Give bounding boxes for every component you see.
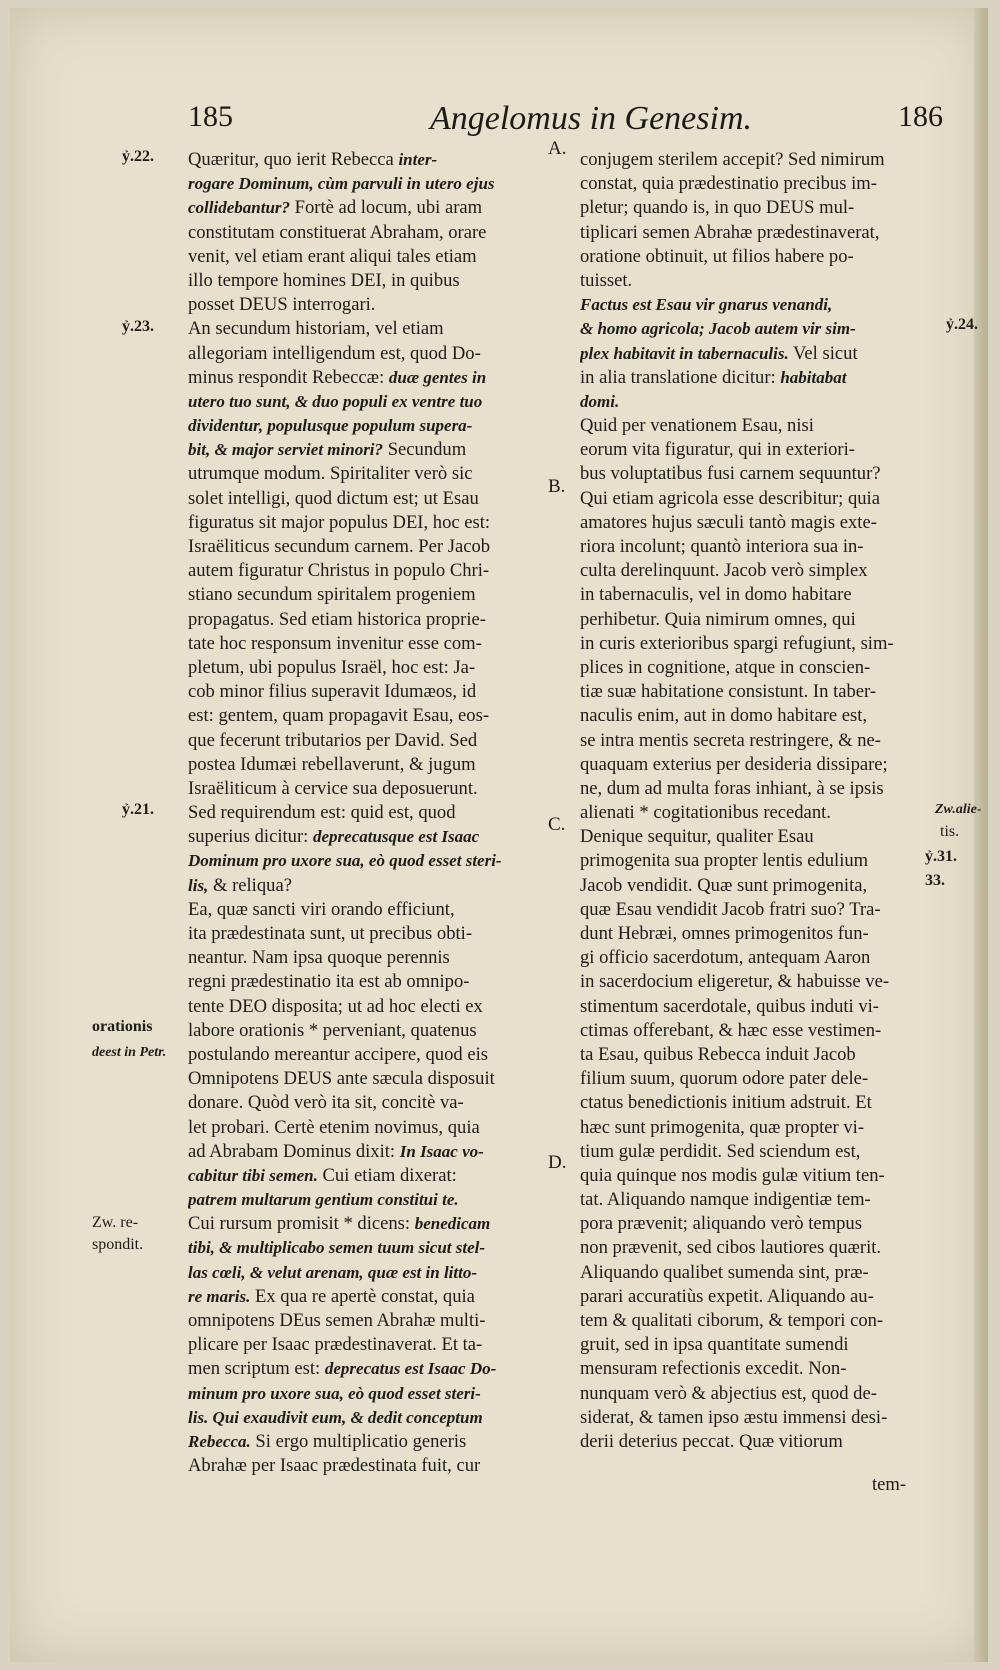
text-run: in alia translatione dicitur: [580, 366, 781, 388]
text-run: pletur; quando is, in quo DEUS mul- [580, 197, 855, 219]
text-run: tiplicari semen Abrahæ prædestinaverat, [580, 221, 880, 243]
left-text-line [188, 1261, 554, 1285]
margin-verse-21: ỷ.21. [122, 801, 154, 818]
margin-verse-22: ỷ.22. [122, 148, 154, 165]
right-text-line [580, 801, 942, 825]
text-run: quaquam exterius per desideria dissipare; [580, 753, 888, 775]
left-text-column [188, 148, 554, 1478]
right-text-line [580, 245, 942, 269]
italic-scripture-text: deprecatusque est Isaac [312, 827, 480, 847]
text-run: Ex qua re apertè constat, quia [250, 1285, 475, 1307]
italic-scripture-text: collidebantur? [188, 198, 291, 218]
text-run: let probari. Certè etenim novimus, quia [188, 1116, 480, 1138]
text-run: donare. Quòd verò ita sit, concitè va- [188, 1092, 464, 1114]
text-run: An secundum historiam, vel etiam [188, 318, 444, 340]
text-run: Cui rursum promisit * dicens: [188, 1213, 415, 1235]
text-run: ita prædestinata sunt, ut precibus obti- [188, 923, 473, 944]
running-title: Angelomus in Genesim. [430, 100, 753, 137]
right-text-line [580, 1043, 942, 1067]
text-run: regni prædestinatio ita est ab omnipo- [188, 971, 470, 993]
left-text-line [188, 1140, 554, 1164]
left-text-line [188, 1309, 554, 1333]
left-text-line [188, 366, 554, 390]
margin-verse-31: ỷ.31. [925, 848, 957, 865]
text-run: & reliqua? [208, 874, 292, 896]
text-run: Abrahæ per Isaac prædestinata fuit, cur [188, 1455, 481, 1477]
text-run: venit, vel etiam erant aliqui tales etiam [188, 245, 477, 267]
book-page [10, 8, 988, 1662]
right-text-line [580, 172, 942, 196]
margin-alt-reading-2b: tis. [940, 823, 960, 840]
text-run: ta Esau, quibus Rebecca induit Jacob [580, 1043, 856, 1065]
italic-scripture-text: re maris. [188, 1286, 251, 1306]
italic-scripture-text: dividentur, populusque populum supera- [188, 416, 473, 436]
right-text-line [580, 704, 942, 728]
right-text-line [580, 995, 942, 1019]
left-text-line [188, 196, 554, 220]
italic-scripture-text: duæ gentes in [388, 367, 487, 387]
left-text-line [188, 148, 554, 172]
text-run: minus respondit Rebeccæ: [188, 366, 389, 388]
left-text-line [188, 1454, 554, 1478]
page-number-left: 185 [188, 100, 233, 133]
margin-alt-reading-1b: spondit. [92, 1236, 144, 1253]
text-run: Quid per venationem Esau, nisi [580, 415, 814, 437]
text-run: autem figuratur Christus in populo Chri- [188, 560, 490, 582]
italic-scripture-text: tibi, & multiplicabo semen tuum sicut stel- [188, 1238, 486, 1258]
italic-scripture-text: cabitur tibi semen. [188, 1165, 318, 1185]
left-text-line [188, 656, 554, 680]
right-text-line [580, 1188, 942, 1212]
left-text-line [188, 632, 554, 656]
text-run: in curis exterioribus spargi refugiunt, sim- [580, 632, 894, 654]
left-text-line [188, 1019, 554, 1043]
right-text-line [580, 583, 942, 607]
right-text-line [580, 1236, 942, 1260]
text-run: gi officio sacerdotum, antequam Aaron [580, 947, 871, 969]
right-text-line [580, 753, 942, 777]
left-text-line [188, 535, 554, 559]
italic-scripture-text: deprecatus est Isaac Do- [324, 1359, 497, 1379]
text-run: neantur. Nam ipsa quoque perennis [188, 947, 450, 969]
left-text-line [188, 438, 554, 462]
right-text-line [580, 1091, 942, 1115]
italic-scripture-text: habitabat [780, 367, 847, 387]
text-run: conjugem sterilem accepit? Sed nimirum [580, 149, 885, 170]
page-edge [974, 8, 988, 1662]
italic-scripture-text: lis, [188, 875, 209, 895]
left-text-line [188, 269, 554, 293]
text-run: eorum vita figuratur, qui in exteriori- [580, 439, 855, 461]
right-text-line [580, 1430, 942, 1454]
right-text-line [580, 946, 942, 970]
right-text-line [580, 1261, 942, 1285]
italic-scripture-text: minum pro uxore sua, eò quod esset steri- [188, 1383, 481, 1403]
text-run: ctatus benedictionis initium adstruit. Et [580, 1092, 872, 1114]
right-text-line [580, 1019, 942, 1043]
text-run: in tabernaculis, vel in domo habitare [580, 584, 852, 606]
right-text-line [580, 849, 942, 873]
left-text-line [188, 342, 554, 366]
text-run: plicare per Isaac prædestinaverat. Et ta- [188, 1334, 483, 1356]
right-text-line [580, 1212, 942, 1236]
text-run: stiano secundum spiritalem progeniem [188, 584, 476, 606]
section-letter-c: C. [548, 814, 566, 835]
right-text-line [580, 608, 942, 632]
right-text-line [580, 535, 942, 559]
right-text-line [580, 729, 942, 753]
text-run: filium suum, quorum odore pater dele- [580, 1068, 869, 1090]
text-run: figuratus sit major populus DEI, hoc est: [188, 511, 491, 533]
text-run: men scriptum est: [188, 1358, 325, 1380]
left-text-line [188, 317, 554, 341]
text-run: Omnipotens DEUS ante sæcula disposuit [188, 1068, 495, 1090]
text-run: Ea, quæ sancti viri orando efficiunt, [188, 898, 455, 920]
section-letter-d: D. [548, 1152, 567, 1173]
text-run: stimentum sacerdotale, quibus induti vi- [580, 995, 879, 1017]
right-text-line [580, 511, 942, 535]
left-text-line [188, 221, 554, 245]
text-run: primogenita sua propter lentis edulium [580, 850, 869, 872]
text-run: naculis enim, aut in domo habitare est, [580, 705, 868, 727]
left-text-line [188, 245, 554, 269]
text-run: Sed requirendum est: quid est, quod [188, 802, 456, 824]
left-text-line [188, 583, 554, 607]
italic-scripture-text: inter- [398, 150, 438, 169]
right-text-line [580, 874, 942, 898]
italic-scripture-text: Dominum pro uxore sua, eò quod esset steri- [188, 851, 502, 871]
text-run: omnipotens DEus semen Abrahæ multi- [188, 1310, 486, 1331]
italic-scripture-text: domi. [580, 391, 620, 411]
text-run: constitutam constituerat Abraham, orare [188, 221, 487, 243]
left-text-line [188, 849, 554, 873]
text-run: posset DEUS interrogari. [188, 294, 376, 316]
italic-scripture-text: las cœli, & velut arenam, quæ est in litto- [188, 1262, 478, 1282]
right-text-line [580, 1357, 942, 1381]
left-text-line [188, 1116, 554, 1140]
left-text-line [188, 1406, 554, 1430]
margin-alt-reading-2: Zw.alie- [935, 802, 982, 817]
right-text-line [580, 414, 942, 438]
right-text-line [580, 632, 942, 656]
italic-scripture-text: Rebecca. [188, 1431, 251, 1451]
text-run: plices in cognitione, atque in conscien- [580, 656, 871, 678]
left-text-line [188, 970, 554, 994]
right-text-line [580, 148, 942, 172]
text-run: se intra mentis secreta restringere, & ne- [580, 729, 881, 751]
text-run: tente DEO disposita; ut ad hoc electi ex [188, 995, 483, 1017]
right-text-line [580, 1333, 942, 1357]
italic-scripture-text: patrem multarum gentium constitui te. [188, 1190, 459, 1210]
right-text-line [580, 680, 942, 704]
italic-scripture-text: utero tuo sunt, & duo populi ex ventre tuo [188, 391, 483, 411]
running-header [10, 100, 988, 148]
left-text-line [188, 1382, 554, 1406]
text-run: gruit, sed in ipsa quantitate sumendi [580, 1334, 849, 1356]
left-text-line [188, 1164, 554, 1188]
text-run: Si ergo multiplicatio generis [250, 1430, 467, 1452]
text-run: Jacob vendidit. Quæ sunt primogenita, [580, 874, 868, 896]
text-run: Secundum [383, 439, 467, 461]
section-letter-a: A. [548, 138, 567, 159]
margin-alt-reading-1: Zw. re- [92, 1214, 139, 1231]
right-text-line [580, 656, 942, 680]
right-text-line [580, 1285, 942, 1309]
right-text-line [580, 487, 942, 511]
margin-verse-33: 33. [925, 872, 945, 889]
text-run: bus voluptatibus fusi carnem sequuntur? [580, 463, 881, 485]
right-text-line [580, 293, 942, 317]
right-text-line [580, 196, 942, 220]
left-text-line [188, 559, 554, 583]
text-run: alienati * cogitationibus recedant. [580, 802, 831, 824]
text-run: hæc sunt primogenita, quæ propter vi- [580, 1116, 865, 1138]
left-text-line [188, 462, 554, 486]
left-text-line [188, 729, 554, 753]
left-text-line [188, 898, 554, 922]
text-run: tiæ suæ habitatione consistunt. In taber- [580, 681, 877, 703]
text-run: oratione obtinuit, ut filios habere po- [580, 245, 854, 267]
text-run: Aliquando qualibet sumenda sint, præ- [580, 1261, 869, 1283]
text-run: tuisset. [580, 269, 633, 291]
text-run: ne, dum ad multa foras inhiant, à se ipsis [580, 777, 884, 799]
text-run: allegoriam intelligendum est, quod Do- [188, 342, 481, 364]
text-run: mensuram refectionis excedit. Non- [580, 1358, 847, 1380]
right-text-line [580, 1164, 942, 1188]
left-text-line [188, 922, 554, 946]
text-run: Fortè ad locum, ubi aram [290, 197, 483, 219]
catchword: tem- [872, 1474, 907, 1495]
left-text-line [188, 1236, 554, 1260]
text-run: ad Abrabam Dominus dixit: [188, 1140, 400, 1162]
text-run: parari accuratiùs expetit. Aliquando au- [580, 1285, 874, 1307]
right-text-line [580, 317, 942, 341]
text-run: quæ Esau vendidit Jacob fratri suo? Tra- [580, 898, 881, 920]
italic-scripture-text: In Isaac vo- [399, 1141, 484, 1161]
text-run: quia quinque nos modis gulæ vitium ten- [580, 1164, 885, 1186]
italic-scripture-text: benedicam [414, 1214, 491, 1234]
text-run: cob minor filius superavit Idumæos, id [188, 681, 477, 703]
left-text-line [188, 1357, 554, 1381]
text-run: nunquam verò & abjectius est, quod de- [580, 1382, 877, 1404]
text-run: postulando mereantur accipere, quod eis [188, 1043, 488, 1065]
right-text-line [580, 1406, 942, 1430]
text-run: postea Idumæi rebellaverunt, & jugum [188, 753, 476, 775]
left-text-line [188, 172, 554, 196]
text-run: propagatus. Sed etiam historica proprie- [188, 608, 486, 630]
text-run: est: gentem, quam propagavit Esau, eos- [188, 705, 490, 727]
page-number-right: 186 [898, 100, 943, 133]
margin-verse-23: ỷ.23. [122, 318, 154, 335]
text-run: illo tempore homines DEI, in quibus [188, 269, 460, 291]
left-text-line [188, 825, 554, 849]
italic-scripture-text: lis. Qui exaudivit eum, & dedit conceptum [188, 1407, 483, 1427]
right-text-line [580, 438, 942, 462]
text-run: solet intelligi, quod dictum est; ut Esau [188, 487, 479, 509]
text-run: non prævenit, sed cibos lautiores quærit. [580, 1237, 882, 1259]
text-run: siderat, & tamen ipso æstu immensi desi- [580, 1406, 888, 1428]
right-text-line [580, 342, 942, 366]
left-text-line [188, 946, 554, 970]
right-text-line [580, 1309, 942, 1333]
text-run: Qui etiam agricola esse describitur; quia [580, 487, 880, 509]
text-run: riora incolunt; quantò interiora sua in- [580, 536, 864, 557]
left-text-line [188, 801, 554, 825]
right-text-line [580, 825, 942, 849]
text-run: Denique sequitur, qualiter Esau [580, 826, 814, 848]
margin-verse-24: ỷ.24. [946, 316, 978, 333]
text-run: perhibetur. Quia nimirum omnes, qui [580, 608, 856, 630]
left-text-line [188, 680, 554, 704]
text-run: Cui etiam dixerat: [317, 1164, 457, 1186]
text-run: superius dicitur: [188, 826, 313, 848]
text-run: labore orationis * perveniant, quatenus [188, 1019, 477, 1041]
left-text-line [188, 390, 554, 414]
text-run: tat. Aliquando namque indigentiæ tem- [580, 1189, 871, 1211]
left-text-line [188, 608, 554, 632]
italic-scripture-text: rogare Dominum, cùm parvuli in utero ejus [188, 174, 495, 194]
text-run: que fecerunt tributarios per David. Sed [188, 729, 478, 751]
left-text-line [188, 1285, 554, 1309]
right-text-line [580, 970, 942, 994]
section-letter-b: B. [548, 476, 566, 497]
right-text-line [580, 221, 942, 245]
left-text-line [188, 777, 554, 801]
margin-deest: deest in Petr. [92, 1045, 167, 1060]
left-text-line [188, 1212, 554, 1236]
left-text-line [188, 1043, 554, 1067]
right-text-line [580, 922, 942, 946]
margin-orationis: orationis [92, 1018, 153, 1035]
text-run: tium gulæ perdidit. Sed sciendum est, [580, 1140, 861, 1162]
right-text-line [580, 559, 942, 583]
left-text-line [188, 1067, 554, 1091]
text-run: dunt Hebræi, omnes primogenitos fun- [580, 923, 869, 944]
text-run: Vel sicut [788, 342, 858, 364]
left-text-line [188, 511, 554, 535]
text-run: tate hoc responsum invenitur esse com- [188, 632, 482, 654]
right-text-line [580, 366, 942, 390]
left-text-line [188, 874, 554, 898]
right-text-line [580, 462, 942, 486]
italic-scripture-text: plex habitavit in tabernaculis. [580, 343, 789, 363]
left-text-line [188, 1188, 554, 1212]
left-text-line [188, 1430, 554, 1454]
right-text-line [580, 898, 942, 922]
left-text-line [188, 1333, 554, 1357]
right-text-line [580, 1116, 942, 1140]
text-run: pletum, ubi populus Israël, hoc est: Ja- [188, 656, 476, 678]
text-run: utrumque modum. Spiritaliter verò sic [188, 463, 473, 485]
left-text-line [188, 704, 554, 728]
text-run: Quæritur, quo ierit Rebecca [188, 149, 399, 170]
text-run: derii deterius peccat. Quæ vitiorum [580, 1430, 843, 1452]
text-run: Israëliticus secundum carnem. Per Jacob [188, 536, 491, 557]
right-text-line [580, 269, 942, 293]
left-text-line [188, 487, 554, 511]
right-text-line [580, 777, 942, 801]
left-text-line [188, 995, 554, 1019]
text-run: amatores hujus sæculi tantò magis exte- [580, 511, 877, 533]
right-text-line [580, 1140, 942, 1164]
left-text-line [188, 753, 554, 777]
text-run: culta derelinquunt. Jacob verò simplex [580, 560, 868, 582]
left-text-line [188, 414, 554, 438]
italic-scripture-text: bit, & major serviet minori? [188, 440, 384, 460]
italic-scripture-text: Factus est Esau vir gnarus venandi, [580, 295, 833, 315]
text-run: ctimas offerebant, & hæc esse vestimen- [580, 1019, 882, 1041]
text-run: constat, quia prædestinatio precibus im- [580, 173, 877, 195]
text-run: tem & qualitati ciborum, & tempori con- [580, 1310, 884, 1331]
text-run: in sacerdocium eligeretur, & habuisse ve- [580, 971, 890, 993]
left-text-line [188, 1091, 554, 1115]
right-text-line [580, 390, 942, 414]
right-text-line [580, 1067, 942, 1091]
text-run: Israëliticum à cervice sua deposuerunt. [188, 777, 478, 799]
right-text-line [580, 1382, 942, 1406]
left-text-line [188, 293, 554, 317]
italic-scripture-text: & homo agricola; Jacob autem vir sim- [580, 319, 856, 339]
right-text-column [580, 148, 942, 1454]
text-run: pora prævenit; aliquando verò tempus [580, 1213, 862, 1235]
